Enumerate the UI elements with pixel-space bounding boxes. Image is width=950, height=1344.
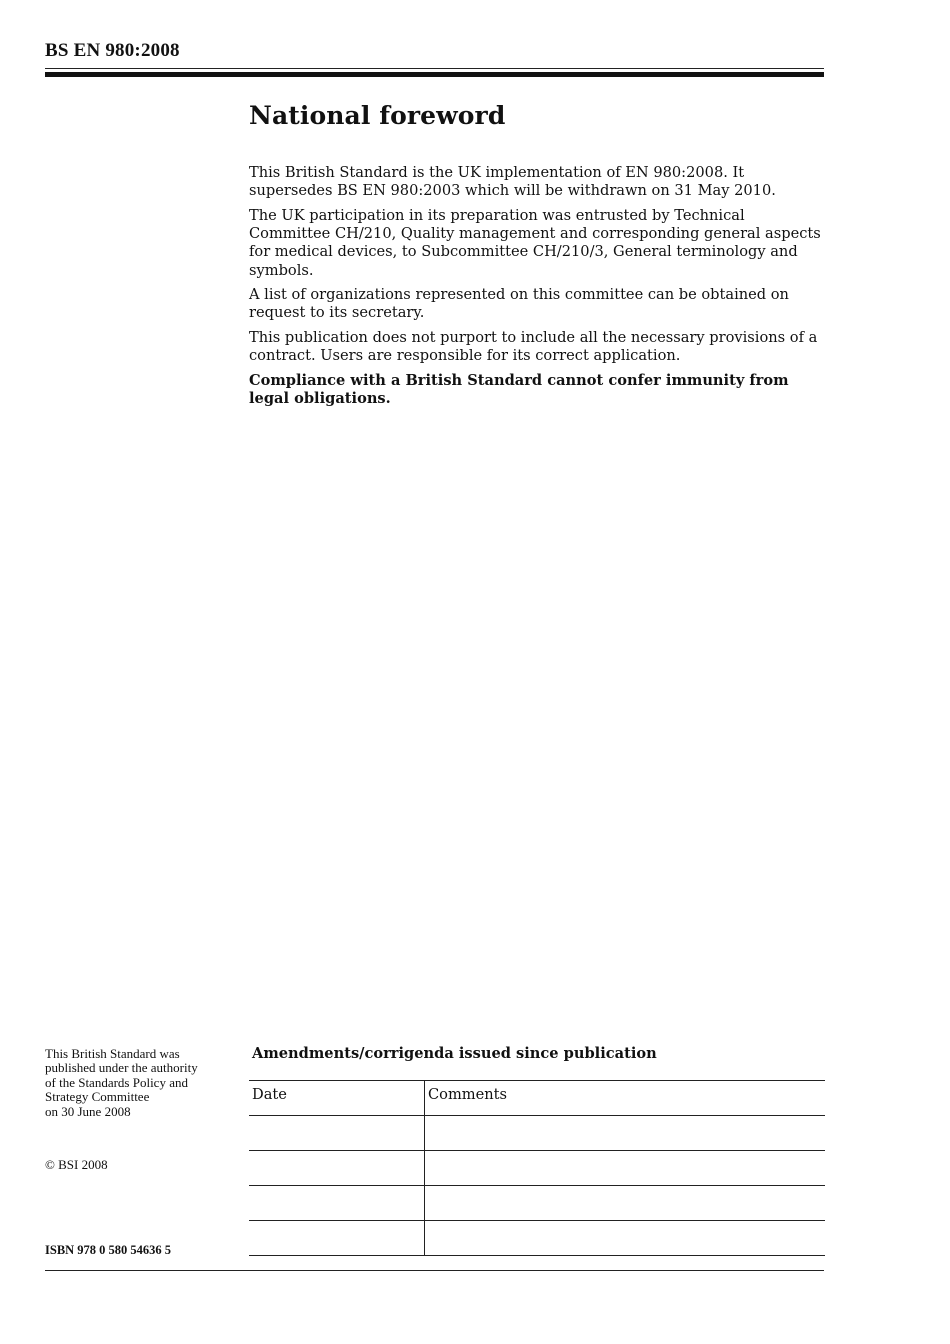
comments-cell	[425, 1151, 826, 1186]
copyright-notice: © BSI 2008	[45, 1157, 108, 1172]
authority-line-3: of the Standards Policy and	[45, 1074, 188, 1090]
table-row	[249, 1186, 825, 1221]
amendments-title: Amendments/corrigenda issued since publication	[252, 1045, 657, 1062]
table-row	[249, 1221, 825, 1256]
amendments-table	[249, 1080, 825, 1256]
authority-line-4: Strategy Committee	[45, 1089, 150, 1105]
foreword-paragraph-2: The UK participation in its preparation was entrusted by Technical Committee CH/210, Quality management and corresponding general aspects for medical devices, to Subcommittee CH/210/3, General terminology and symbols.	[249, 206, 821, 279]
table-row	[249, 1116, 825, 1151]
isbn-number: ISBN 978 0 580 54636 5	[45, 1243, 172, 1257]
date-cell	[249, 1186, 425, 1221]
authority-line-1: This British Standard was	[45, 1046, 180, 1061]
foreword-paragraph-4: This publication does not purport to include all the necessary provisions of a contract. Users are responsible for its correct application.	[249, 329, 818, 365]
authority-line-5: on 30 June 2008	[45, 1103, 131, 1119]
comments-cell	[425, 1116, 826, 1151]
footer-rule	[45, 1270, 824, 1271]
authority-line-2: published under the authority	[45, 1060, 198, 1076]
compliance-statement: Compliance with a British Standard cannot confer immunity from legal obligations.	[249, 372, 789, 408]
table-header-row	[249, 1081, 825, 1116]
date-column-header: Date	[249, 1081, 425, 1116]
date-cell	[249, 1221, 425, 1256]
comments-cell	[425, 1186, 826, 1221]
date-cell	[249, 1116, 425, 1151]
header-thin-rule	[45, 68, 824, 69]
standard-id-header: BS EN 980:2008	[45, 40, 180, 61]
foreword-paragraph-3: A list of organizations represented on this committee can be obtained on request to its secretary.	[249, 286, 789, 322]
comments-cell	[425, 1221, 826, 1256]
header-thick-rule	[45, 72, 824, 77]
date-cell	[249, 1151, 425, 1186]
page-title: National foreword	[249, 101, 506, 130]
foreword-body	[249, 164, 827, 415]
comments-column-header: Comments	[425, 1081, 826, 1116]
table-row	[249, 1151, 825, 1186]
foreword-paragraph-1: This British Standard is the UK implementation of EN 980:2008. It supersedes BS EN 980:2003 which will be withdrawn on 31 May 2010.	[249, 164, 776, 200]
publication-authority-note	[45, 1047, 235, 1119]
